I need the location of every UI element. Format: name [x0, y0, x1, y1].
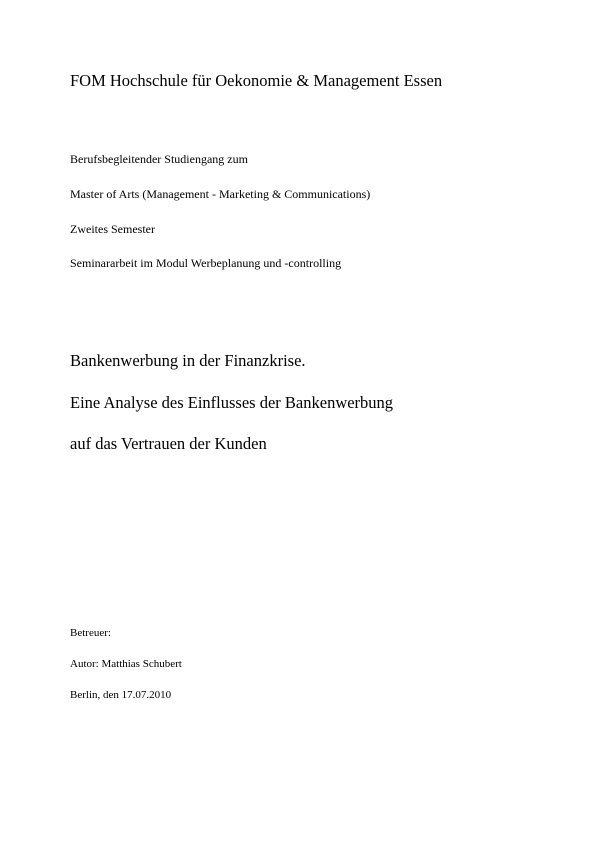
supervisor-label: Betreuer:: [70, 627, 111, 639]
program-type: Berufsbegleitender Studiengang zum: [70, 152, 248, 166]
thesis-title-line-2: Eine Analyse des Einflusses der Bankenwerbung: [70, 393, 394, 412]
place-date-line: Berlin, den 17.07.2010: [70, 689, 172, 701]
thesis-title-line-1: Bankenwerbung in der Finanzkrise.: [70, 351, 306, 370]
institution-name: FOM Hochschule für Oekonomie & Management Essen: [70, 71, 443, 90]
thesis-title-line-3: auf das Vertrauen der Kunden: [70, 434, 267, 453]
author-line: Autor: Matthias Schubert: [70, 658, 182, 670]
module-name: Seminararbeit im Modul Werbeplanung und -controlling: [70, 256, 342, 270]
semester: Zweites Semester: [70, 222, 155, 236]
degree-name: Master of Arts (Management - Marketing & Communications): [70, 187, 371, 201]
